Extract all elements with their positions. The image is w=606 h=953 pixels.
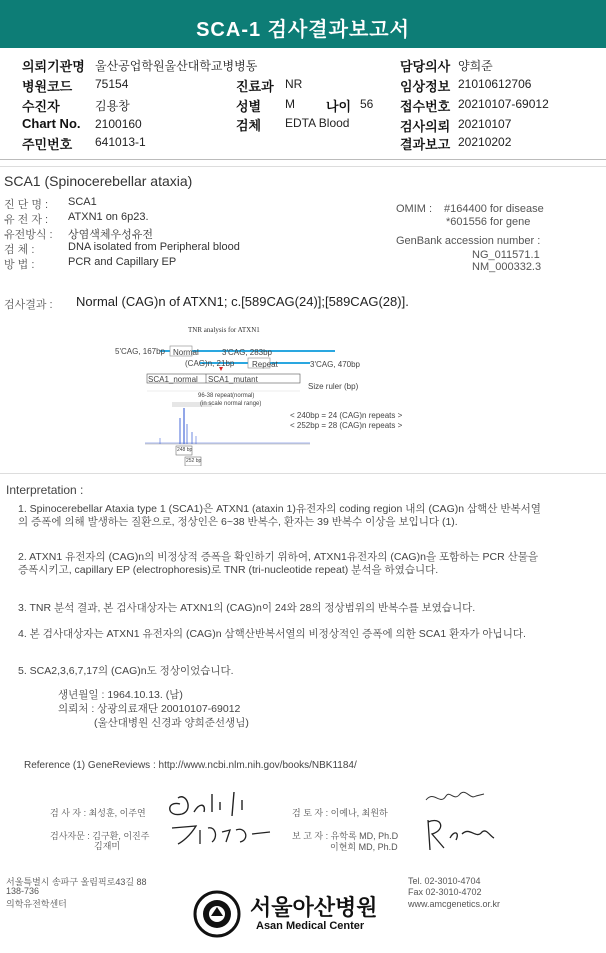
figure-title: TNR analysis for ATXN1 [188,326,260,334]
chart-no-value: 2100160 [95,117,142,131]
hospital-code-value: 75154 [95,77,129,91]
report-title: SCA-1 검사결과보고서 [0,0,606,48]
test-row-value: ATXN1 on 6p23. [68,211,149,223]
clinical-info-label: 임상정보 [400,79,451,94]
figure-divider [0,473,606,474]
test-row-label: 검 체 : [4,244,35,256]
reporter-2: 이현희 MD, Ph.D [330,842,398,852]
collector-value: 김용창 [95,99,130,113]
tel: Tel. 02-3010-4704 [408,876,481,886]
fig-range-label: 96-38 repeat(normal) [198,393,255,399]
interpretation-item: 1. Spinocerebellar Ataxia type 1 (SCA1)은 ATXN1 (ataxin 1)유전자의 coding region 내의 (CAG)n 삼핵산 반복서열의 증폭에 의해 발생하는 질환으로, 정상인은 6~38 반복수, 환자는 39 반복수 이상을 보입니다 (1). [18,503,541,528]
reviewer-2: 김재미 [94,841,121,851]
test-row-label: 유전방식 : [4,229,53,241]
fig-ruler-right: Size ruler (bp) [308,382,359,391]
clinical-info-value: 21010612706 [458,77,532,91]
fig-annot-1: < 240bp = 24 (CAG)n repeats > [290,411,403,420]
fig-mid-label: 3'CAG, 283bp [222,348,273,357]
interpretation-item: 2. ATXN1 유전자의 (CAG)n의 비정상적 증폭을 확인하기 위하여, ATXN1유전자의 (CAG)n을 포함하는 PCR 산물을 증폭시키고, capillary EP (electrophoresis)로 TNR (tri-nucleotide repeat) 분석을 하였습니다. [18,551,539,576]
test-row-label: 유 전 자 : [4,214,49,226]
sex-label: 성별 [236,99,262,114]
resident-no-label: 주민번호 [22,137,73,152]
asan-foundation-seal [193,890,241,938]
hospital-name-ko: 서울아산병원 [250,895,378,920]
fig-box-label: Normal [173,348,199,357]
fig-repeat-label: Repeat [252,360,278,369]
requester: 의뢰처 : 상광의료재단 20010107-69012 [58,703,241,715]
test-row-label: 방 법 : [4,259,35,271]
fig-peak-2: 252 bp [186,458,202,464]
interpretation-item: 5. SCA2,3,6,7,17의 (CAG)n도 정상이었습니다. [18,665,234,677]
result-report-label: 결과보고 [400,137,451,152]
fax: Fax 02-3010-4702 [408,887,482,897]
receipt-no-label: 접수번호 [400,99,451,114]
doctor-label: 담당의사 [400,59,451,74]
header-divider-2 [0,166,606,167]
tester-signatures [160,782,280,852]
fig-left-label: 5'CAG, 167bp [115,347,166,356]
test-name: SCA1 (Spinocerebellar ataxia) [4,173,193,189]
test-request-value: 20210107 [458,117,512,131]
dept-label: 진료과 [236,79,274,94]
address-2: 138-736 [6,886,40,896]
requester-sub: (울산대병원 신경과 양희준선생님) [94,717,249,729]
result-label: 검사결과 : [4,299,53,311]
institution-label: 의뢰기관명 [22,59,85,74]
fig-right-label: 3'CAG, 470bp [310,360,361,369]
omim-disease: #164400 for disease [444,203,544,215]
fig-annot-2: < 252bp = 28 (CAG)n repeats > [290,421,403,430]
result-value: Normal (CAG)n of ATXN1; c.[589CAG(24)];[589CAG(28)]. [76,294,409,309]
interpretation-item: 4. 본 검사대상자는 ATXN1 유전자의 (CAG)n 삼핵산반복서열의 비정상적인 증폭에 의한 SCA1 환자가 아닙니다. [18,628,526,640]
test-row-value: DNA isolated from Peripheral blood [68,241,240,253]
test-row-label: 진 단 명 : [4,199,49,211]
address-3: 의학유전학센터 [6,899,67,909]
interpretation-item: 3. TNR 분석 결과, 본 검사대상자는 ATXN1의 (CAG)n이 24와 28의 정상범위의 반복수를 보였습니다. [18,602,476,614]
birth-date: 생년월일 : 1964.10.13. (남) [58,689,183,701]
fig-cag-label: (CAG)n, 21bp [185,359,235,368]
specimen-value: EDTA Blood [285,116,350,130]
header-divider [0,159,606,160]
fig-ruler-mid: SCA1_mutant [208,375,258,384]
test-row-value: 상염색체우성유전 [68,229,154,241]
omim-label: OMIM : [396,203,433,215]
receipt-no-value: 20210107-69012 [458,97,549,111]
tester: 검 사 자 : 최성훈, 이주연 [50,808,146,818]
doctor-value: 양희준 [458,59,493,73]
genbank-nm: NM_000332.3 [472,261,542,273]
genbank-ng: NG_011571.1 [472,249,540,261]
test-request-label: 검사의뢰 [400,119,451,134]
fig-ruler-left: SCA1_normal [148,375,198,384]
result-report-value: 20210202 [458,135,512,149]
dept-value: NR [285,77,303,91]
hospital-code-label: 병원코드 [22,79,73,94]
sex-value: M [285,97,295,111]
hospital-name-en: Asan Medical Center [256,920,365,932]
test-row-value: PCR and Capillary EP [68,256,177,268]
interpretation-heading: Interpretation : [6,483,84,497]
supervisor: 검 토 자 : 이예나, 최원하 [292,808,388,818]
chart-no-label: Chart No. [22,116,81,131]
collector-label: 수진자 [22,99,60,114]
reference: Reference (1) GeneReviews : http://www.ncbi.nlm.nih.gov/books/NBK1184/ [24,760,357,771]
reviewer: 검사자문 : 김구환, 이진주 [50,831,150,841]
omim-gene: *601556 for gene [446,216,531,228]
specimen-label: 검체 [236,118,262,133]
genbank-label: GenBank accession number : [396,235,541,247]
reporter-signatures [420,786,500,854]
test-row-value: SCA1 [68,196,97,208]
age-label: 나이 [326,99,352,114]
website: www.amcgenetics.or.kr [408,899,501,909]
address-1: 서울특별시 송파구 올림픽로43길 88 [6,877,147,887]
institution-value: 울산공업학원울산대학교병병동 [95,59,258,73]
reporter: 보 고 자 : 유학록 MD, Ph.D [292,831,399,841]
age-value: 56 [360,97,374,111]
fig-peak-1: 248 bp [177,447,193,453]
fig-range-sub: (in scale normal range) [200,401,262,407]
resident-no-value: 641013-1 [95,135,146,149]
